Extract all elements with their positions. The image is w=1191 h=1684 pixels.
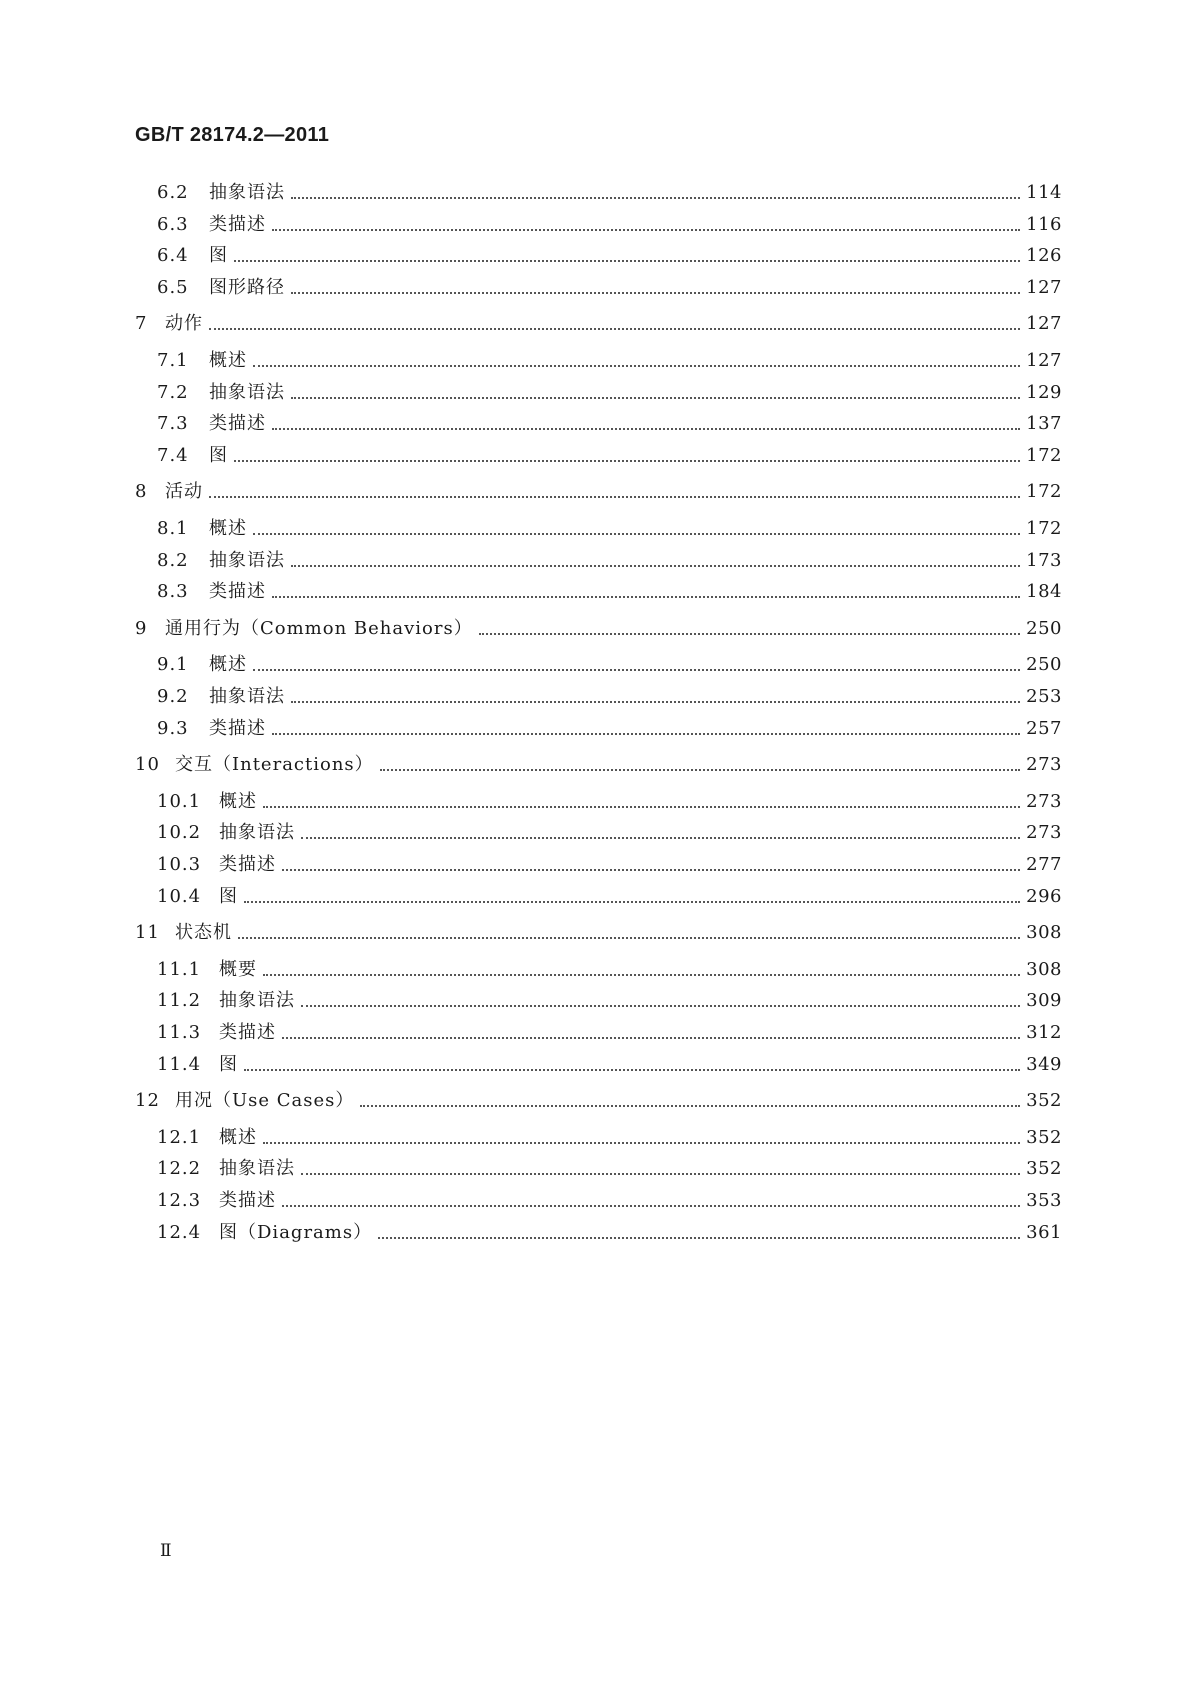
toc-entry-title: 抽象语法 <box>209 182 285 203</box>
toc-section-entry[interactable] <box>157 245 1062 267</box>
toc-section-entry[interactable] <box>157 445 1062 467</box>
toc-entry-number: 10.4 <box>157 886 202 907</box>
toc-entry-number: 7.3 <box>157 413 189 434</box>
dot-leader <box>291 276 1020 294</box>
toc-entry-number: 12 <box>135 1090 160 1111</box>
dot-leader <box>282 1021 1020 1039</box>
toc-chapter-entry[interactable] <box>135 481 1062 503</box>
toc-entry-title: 图 <box>209 445 228 466</box>
toc-entry-title: 概要 <box>219 959 257 980</box>
dot-leader <box>291 381 1020 399</box>
toc-entry-number: 9.2 <box>157 686 189 707</box>
toc-entry-title: 通用行为（Common Behaviors） <box>165 618 473 639</box>
toc-section-entry[interactable] <box>157 1222 1062 1244</box>
toc-entry-number: 10 <box>135 754 160 775</box>
toc-entry-number: 8.3 <box>157 581 189 602</box>
toc-entry-page-number: 116 <box>1026 214 1062 235</box>
toc-entry-number: 10.3 <box>157 854 202 875</box>
toc-entry-title: 类描述 <box>209 413 266 434</box>
toc-entry-title: 用况（Use Cases） <box>175 1090 355 1111</box>
toc-section-entry[interactable] <box>157 277 1062 299</box>
toc-entry-page-number: 273 <box>1026 822 1062 843</box>
toc-chapter-entry[interactable] <box>135 922 1062 944</box>
toc-section-entry[interactable] <box>157 182 1062 204</box>
toc-entry-page-number: 129 <box>1026 382 1062 403</box>
toc-entry-page-number: 250 <box>1026 618 1062 639</box>
toc-section-entry[interactable] <box>157 686 1062 708</box>
toc-entry-title: 图形路径 <box>209 277 285 298</box>
dot-leader <box>291 549 1020 567</box>
toc-entry-number: 7.4 <box>157 445 189 466</box>
toc-entry-title: 图 <box>219 886 238 907</box>
toc-entry-page-number: 361 <box>1026 1222 1062 1243</box>
toc-entry-page-number: 312 <box>1026 1022 1062 1043</box>
toc-section-entry[interactable] <box>157 1190 1062 1212</box>
toc-entry-number: 6.5 <box>157 277 189 298</box>
dot-leader <box>360 1089 1020 1107</box>
dot-leader <box>253 653 1020 671</box>
toc-entry-number: 12.1 <box>157 1127 202 1148</box>
toc-section-entry[interactable] <box>157 214 1062 236</box>
toc-section-entry[interactable] <box>157 413 1062 435</box>
dot-leader <box>253 349 1020 367</box>
dot-leader <box>301 1157 1020 1175</box>
toc-entry-title: 概述 <box>209 518 247 539</box>
toc-section-entry[interactable] <box>157 822 1062 844</box>
toc-entry-page-number: 184 <box>1026 581 1062 602</box>
dot-leader <box>272 213 1020 231</box>
toc-entry-number: 7.1 <box>157 350 189 371</box>
toc-entry-title: 状态机 <box>175 922 232 943</box>
dot-leader <box>244 1053 1020 1071</box>
toc-entry-number: 6.3 <box>157 214 189 235</box>
toc-section-entry[interactable] <box>157 959 1062 981</box>
toc-entry-title: 类描述 <box>219 1022 276 1043</box>
toc-entry-page-number: 253 <box>1026 686 1062 707</box>
toc-chapter-entry[interactable] <box>135 1090 1062 1112</box>
toc-entry-title: 概述 <box>219 1127 257 1148</box>
toc-entry-number: 10.1 <box>157 791 202 812</box>
toc-entry-number: 9 <box>135 618 148 639</box>
dot-leader <box>209 312 1020 330</box>
toc-entry-title: 图（Diagrams） <box>219 1222 373 1243</box>
dot-leader <box>234 444 1020 462</box>
toc-entry-page-number: 137 <box>1026 413 1062 434</box>
dot-leader <box>263 790 1020 808</box>
toc-entry-title: 抽象语法 <box>209 382 285 403</box>
toc-entry-title: 抽象语法 <box>219 1158 295 1179</box>
page-number-footer: Ⅱ <box>160 1541 172 1561</box>
toc-entry-page-number: 173 <box>1026 550 1062 571</box>
toc-section-entry[interactable] <box>157 718 1062 740</box>
toc-entry-number: 8.2 <box>157 550 189 571</box>
toc-entry-title: 抽象语法 <box>209 550 285 571</box>
toc-entry-number: 12.4 <box>157 1222 202 1243</box>
toc-entry-number: 9.3 <box>157 718 189 739</box>
dot-leader <box>479 617 1020 635</box>
toc-entry-page-number: 273 <box>1026 754 1062 775</box>
dot-leader <box>282 1189 1020 1207</box>
dot-leader <box>209 480 1020 498</box>
toc-entry-number: 11.3 <box>157 1022 202 1043</box>
dot-leader <box>272 412 1020 430</box>
toc-section-entry[interactable] <box>157 1127 1062 1149</box>
toc-section-entry[interactable] <box>157 550 1062 572</box>
toc-entry-number: 10.2 <box>157 822 202 843</box>
dot-leader <box>238 921 1020 939</box>
toc-entry-page-number: 353 <box>1026 1190 1062 1211</box>
toc-entry-title: 概述 <box>209 350 247 371</box>
dot-leader <box>244 885 1020 903</box>
toc-section-entry[interactable] <box>157 518 1062 540</box>
toc-entry-title: 交互（Interactions） <box>175 754 374 775</box>
toc-entry-page-number: 273 <box>1026 791 1062 812</box>
toc-chapter-entry[interactable] <box>135 754 1062 776</box>
toc-entry-number: 7.2 <box>157 382 189 403</box>
toc-entry-title: 概述 <box>219 791 257 812</box>
toc-entry-title: 抽象语法 <box>209 686 285 707</box>
toc-chapter-entry[interactable] <box>135 313 1062 335</box>
toc-section-entry[interactable] <box>157 581 1062 603</box>
toc-entry-title: 类描述 <box>209 718 266 739</box>
dot-leader <box>301 821 1020 839</box>
toc-entry-title: 图 <box>219 1054 238 1075</box>
toc-entry-number: 8 <box>135 481 148 502</box>
toc-entry-page-number: 352 <box>1026 1090 1062 1111</box>
dot-leader <box>291 685 1020 703</box>
dot-leader <box>282 853 1020 871</box>
toc-chapter-entry[interactable] <box>135 618 1062 640</box>
toc-entry-page-number: 296 <box>1026 886 1062 907</box>
toc-entry-page-number: 127 <box>1026 350 1062 371</box>
toc-entry-page-number: 172 <box>1026 518 1062 539</box>
toc-entry-page-number: 349 <box>1026 1054 1062 1075</box>
toc-entry-title: 类描述 <box>209 214 266 235</box>
toc-entry-number: 12.3 <box>157 1190 202 1211</box>
toc-section-entry[interactable] <box>157 350 1062 372</box>
toc-section-entry[interactable] <box>157 1022 1062 1044</box>
toc-entry-number: 11.4 <box>157 1054 202 1075</box>
toc-section-entry[interactable] <box>157 654 1062 676</box>
toc-section-entry[interactable] <box>157 791 1062 813</box>
dot-leader <box>253 517 1020 535</box>
toc-entry-page-number: 127 <box>1026 277 1062 298</box>
toc-entry-page-number: 250 <box>1026 654 1062 675</box>
toc-entry-number: 11.1 <box>157 959 202 980</box>
toc-section-entry[interactable] <box>157 382 1062 404</box>
toc-entry-title: 抽象语法 <box>219 822 295 843</box>
toc-entry-title: 类描述 <box>209 581 266 602</box>
toc-entry-title: 动作 <box>165 313 203 334</box>
dot-leader <box>291 181 1020 199</box>
toc-entry-page-number: 172 <box>1026 481 1062 502</box>
toc-entry-number: 6.4 <box>157 245 189 266</box>
toc-section-entry[interactable] <box>157 1158 1062 1180</box>
toc-entry-number: 6.2 <box>157 182 189 203</box>
toc-section-entry[interactable] <box>157 886 1062 908</box>
toc-entry-page-number: 308 <box>1026 959 1062 980</box>
toc-entry-page-number: 114 <box>1026 182 1062 203</box>
dot-leader <box>263 1126 1020 1144</box>
toc-entry-page-number: 277 <box>1026 854 1062 875</box>
toc-entry-page-number: 352 <box>1026 1158 1062 1179</box>
toc-entry-number: 12.2 <box>157 1158 202 1179</box>
dot-leader <box>263 958 1020 976</box>
toc-entry-title: 图 <box>209 245 228 266</box>
dot-leader <box>380 753 1020 771</box>
toc-entry-page-number: 308 <box>1026 922 1062 943</box>
toc-entry-number: 7 <box>135 313 148 334</box>
toc-entry-page-number: 352 <box>1026 1127 1062 1148</box>
toc-section-entry[interactable] <box>157 854 1062 876</box>
toc-section-entry[interactable] <box>157 1054 1062 1076</box>
toc-entry-number: 11.2 <box>157 990 202 1011</box>
toc-entry-title: 类描述 <box>219 854 276 875</box>
toc-entry-title: 抽象语法 <box>219 990 295 1011</box>
dot-leader <box>272 580 1020 598</box>
toc-entry-page-number: 257 <box>1026 718 1062 739</box>
toc-entry-title: 类描述 <box>219 1190 276 1211</box>
dot-leader <box>272 717 1020 735</box>
toc-entry-number: 9.1 <box>157 654 189 675</box>
toc-entry-title: 概述 <box>209 654 247 675</box>
toc-entry-title: 活动 <box>165 481 203 502</box>
document-code-header: GB/T 28174.2—2011 <box>135 124 330 146</box>
toc-entry-page-number: 127 <box>1026 313 1062 334</box>
toc-entry-page-number: 172 <box>1026 445 1062 466</box>
toc-entry-number: 11 <box>135 922 160 943</box>
toc-entry-page-number: 126 <box>1026 245 1062 266</box>
dot-leader <box>378 1221 1020 1239</box>
dot-leader <box>301 989 1020 1007</box>
toc-entry-page-number: 309 <box>1026 990 1062 1011</box>
dot-leader <box>234 244 1020 262</box>
toc-section-entry[interactable] <box>157 990 1062 1012</box>
toc-entry-number: 8.1 <box>157 518 189 539</box>
